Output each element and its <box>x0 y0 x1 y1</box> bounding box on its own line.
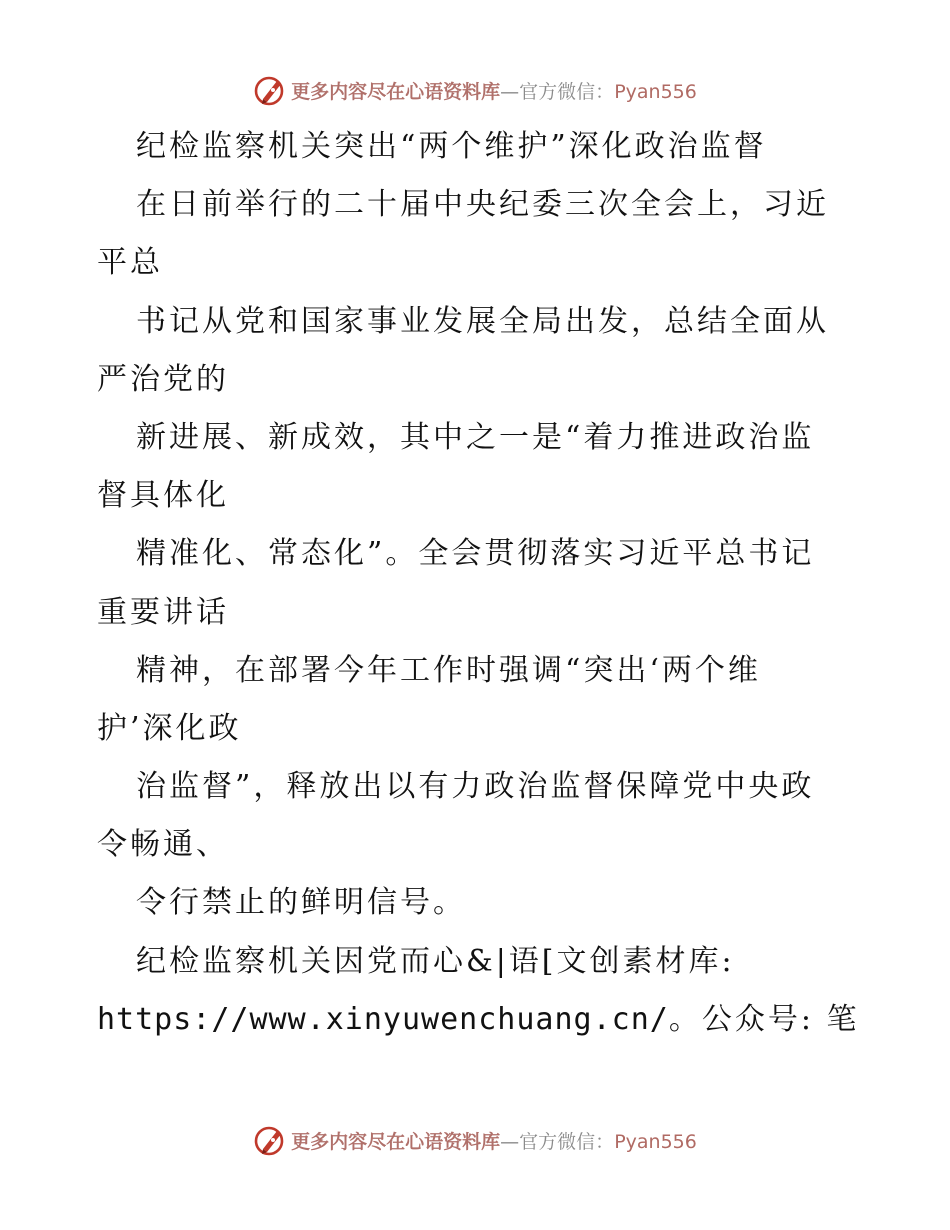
paragraph-line-url <box>97 991 860 1049</box>
banner-title: 更多内容尽在心语资料库 <box>291 80 501 103</box>
document-title: 纪检监察机关突出“两个维护”深化政治监督 <box>136 129 767 164</box>
source-url: https://www.xinyuwenchuang.cn/ <box>97 1001 669 1037</box>
official-account-text: 。公众号: 笔 <box>668 1001 860 1037</box>
paragraph-line: 在日前举行的二十届中央纪委三次全会上，习近 <box>136 187 829 223</box>
paragraph-line: 精准化、常态化”。全会贯彻落实习近平总书记 <box>136 536 815 572</box>
paragraph-line: 护’深化政 <box>97 710 242 746</box>
banner-wechat-label: —官方微信： <box>500 1130 615 1153</box>
pen-logo-icon <box>253 73 287 107</box>
paragraph-line: 重要讲话 <box>97 594 229 630</box>
banner-wechat-id: Pyan556 <box>614 80 697 103</box>
banner-text <box>291 77 697 104</box>
paragraph-line: 新进展、新成效，其中之一是“着力推进政治监 <box>136 419 815 455</box>
document-body <box>97 118 860 1049</box>
paragraph-line: 书记从党和国家事业发展全局出发，总结全面从 <box>136 303 829 339</box>
paragraph-line: 纪检监察机关因党而心&|语[文创素材库: <box>136 943 735 979</box>
header-banner <box>0 70 950 110</box>
banner-title: 更多内容尽在心语资料库 <box>291 1130 501 1153</box>
banner-wechat-id: Pyan556 <box>614 1130 697 1153</box>
banner-text <box>291 1127 697 1154</box>
paragraph-line: 精神，在部署今年工作时强调“突出‘两个维 <box>136 652 761 688</box>
pen-logo-icon <box>253 1123 287 1157</box>
paragraph-line: 平总 <box>97 245 163 281</box>
paragraph-line: 令畅通、 <box>97 827 229 863</box>
paragraph-line: 令行禁止的鲜明信号。 <box>136 885 466 921</box>
paragraph-line: 治监督”，释放出以有力政治监督保障党中央政 <box>136 769 815 805</box>
footer-banner <box>0 1120 950 1160</box>
paragraph-line: 督具体化 <box>97 478 229 514</box>
banner-wechat-label: —官方微信： <box>500 80 615 103</box>
paragraph-line: 严治党的 <box>97 361 229 397</box>
